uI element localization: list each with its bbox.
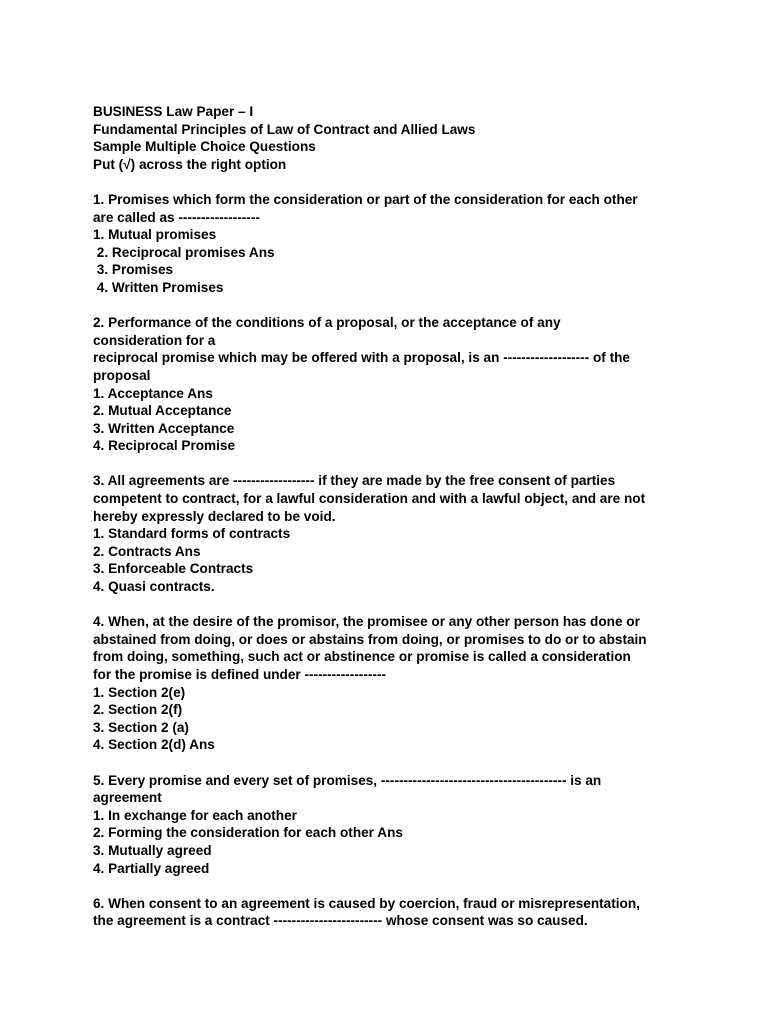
question-text: agreement [93, 790, 162, 806]
answer-option: 3. Mutually agreed [93, 842, 212, 858]
answer-option: 2. Section 2(f) [93, 702, 183, 718]
question-block [93, 472, 693, 595]
question-list [93, 191, 693, 930]
answer-option: 2. Forming the consideration for each other Ans [93, 825, 403, 841]
question-text: the agreement is a contract ------------------------ whose consent was so caused. [93, 913, 588, 929]
spacer [93, 877, 693, 895]
question-text: for the promise is defined under ------------------ [93, 667, 386, 682]
spacer [93, 754, 693, 772]
answer-option: 1. Section 2(e) [93, 684, 186, 700]
question-text: 3. All agreements are ------------------ if they are made by the free consent of parties [93, 473, 616, 489]
spacer [93, 455, 693, 473]
question-block [93, 314, 693, 455]
question-text: are called as ------------------ [93, 209, 260, 225]
question-text: competent to contract, for a lawful consideration and with a lawful object, and are not [93, 491, 646, 507]
question-block [93, 772, 693, 878]
question-text: hereby expressly declared to be void. [93, 508, 336, 524]
question-text: from doing, something, such act or abstinence or promise is called a consideration [93, 649, 631, 665]
question-text: 4. When, at the desire of the promisor, the promisee or any other person has done or [93, 614, 640, 630]
question-block [93, 895, 693, 930]
section-heading: Sample Multiple Choice Questions [93, 139, 316, 155]
answer-option: 3. Promises [93, 262, 174, 278]
instruction-text: Put (√) across the right option [93, 156, 287, 172]
question-text: 6. When consent to an agreement is caused by coercion, fraud or misrepresentation, [93, 895, 640, 911]
question-text: abstained from doing, or does or abstains from doing, or promises to do or to abstain [93, 631, 647, 647]
answer-option: 4. Quasi contracts. [93, 579, 215, 595]
document-page [93, 103, 693, 930]
question-block [93, 191, 693, 297]
answer-option: 2. Contracts Ans [93, 543, 201, 559]
question-text: 5. Every promise and every set of promises, ----------------------------------------- is an [93, 772, 602, 788]
answer-option: 1. Standard forms of contracts [93, 526, 291, 542]
answer-option: 2. Mutual Acceptance [93, 403, 232, 419]
paper-title: BUSINESS Law Paper – I [93, 104, 254, 119]
answer-option: 4. Reciprocal Promise [93, 438, 236, 454]
spacer [93, 173, 693, 191]
answer-option: 1. Mutual promises [93, 227, 217, 243]
paper-subtitle: Fundamental Principles of Law of Contract and Allied Laws [93, 121, 476, 137]
question-text: 1. Promises which form the consideration or part of the consideration for each other [93, 191, 638, 207]
question-text: 2. Performance of the conditions of a proposal, or the acceptance of any [93, 315, 561, 331]
answer-option: 4. Section 2(d) Ans [93, 737, 215, 753]
question-text: proposal [93, 367, 151, 383]
question-text: consideration for a [93, 332, 216, 348]
answer-option: 1. Acceptance Ans [93, 385, 213, 401]
answer-option: 3. Enforceable Contracts [93, 561, 254, 577]
answer-option: 2. Reciprocal promises Ans [93, 244, 275, 260]
answer-option: 3. Section 2 (a) [93, 719, 189, 735]
question-block [93, 613, 693, 754]
question-text: reciprocal promise which may be offered with a proposal, is an ------------------- of the [93, 350, 630, 366]
spacer [93, 297, 693, 315]
answer-option: 1. In exchange for each another [93, 807, 297, 823]
answer-option: 3. Written Acceptance [93, 420, 235, 436]
answer-option: 4. Partially agreed [93, 860, 210, 876]
spacer [93, 596, 693, 614]
answer-option: 4. Written Promises [93, 279, 224, 295]
